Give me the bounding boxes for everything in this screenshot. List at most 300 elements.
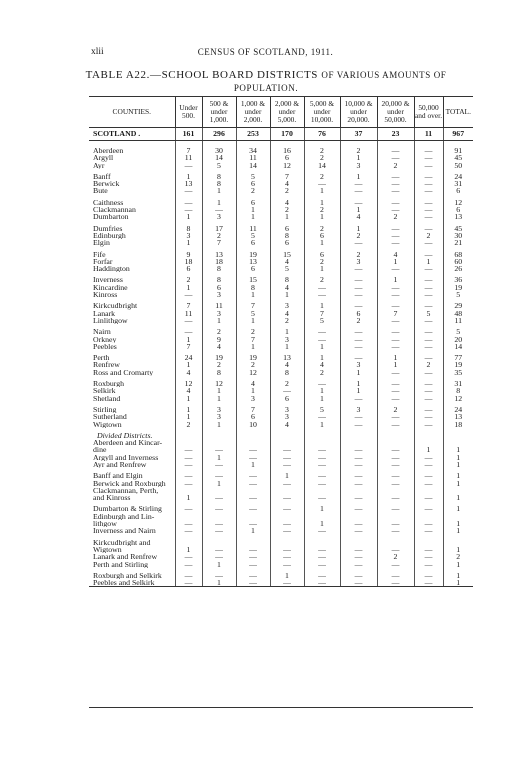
table-cell: — <box>340 395 377 402</box>
table-cell: 1 <box>175 413 202 420</box>
table-cell: — <box>414 284 443 291</box>
table-cell: 17 <box>202 225 236 232</box>
table-cell: 1 <box>377 276 414 283</box>
table-cell: — <box>270 520 304 527</box>
table-cell: — <box>414 505 443 512</box>
table-cell: 18 <box>175 258 202 265</box>
row-label: Aberdeen <box>93 147 124 155</box>
table-cell: 11 <box>236 225 270 232</box>
table-cell: 1 <box>270 291 304 298</box>
table-cell: 3 <box>340 162 377 169</box>
table-cell: 19 <box>202 354 236 361</box>
divided-district-row <box>89 461 473 468</box>
table-cell: — <box>414 406 443 413</box>
row-label: Kirkcudbright <box>93 302 138 310</box>
county-row <box>89 265 473 272</box>
table-cell: — <box>377 579 414 587</box>
table-cell: — <box>414 147 443 154</box>
row-label: Peebles and Selkirk <box>89 579 175 587</box>
table-cell: 1 <box>377 258 414 265</box>
table-cell: — <box>236 553 270 560</box>
table-cell: — <box>414 369 443 376</box>
table-cell: 13 <box>175 180 202 187</box>
table-cell: — <box>304 546 340 553</box>
table-cell: — <box>202 546 236 553</box>
table-cell: 2 <box>377 553 414 560</box>
table-cell: — <box>175 527 202 534</box>
table-cell <box>236 439 270 446</box>
table-cell: 11 <box>443 317 473 324</box>
table-cell: 8 <box>236 284 270 291</box>
table-cell: — <box>202 505 236 512</box>
table-cell: — <box>414 380 443 387</box>
table-cell: — <box>304 480 340 487</box>
table-cell: — <box>202 553 236 560</box>
county-row <box>89 147 473 154</box>
table-cell <box>414 539 443 546</box>
column-header: 10,000 & under 20,000. <box>340 96 377 128</box>
table-cell: — <box>304 336 340 343</box>
divided-district-row <box>89 572 473 579</box>
table-cell: — <box>236 454 270 461</box>
divided-district-row <box>89 505 473 512</box>
table-cell: 4 <box>270 258 304 265</box>
table-cell: — <box>270 553 304 560</box>
county-row <box>89 380 473 387</box>
table-cell: — <box>202 206 236 213</box>
table-cell: — <box>340 461 377 468</box>
table-cell: — <box>202 572 236 579</box>
table-cell: 8 <box>270 276 304 283</box>
row-label: Inverness <box>93 276 123 284</box>
row-label: Selkirk <box>93 387 116 395</box>
table-cell: 1 <box>236 291 270 298</box>
row-label: and Kinross <box>93 494 131 502</box>
table-cell: — <box>377 199 414 206</box>
table-cell: — <box>340 527 377 534</box>
table-cell: 2 <box>377 213 414 220</box>
table-cell: 4 <box>270 180 304 187</box>
table-cell: 1 <box>304 302 340 309</box>
table-cell <box>377 487 414 494</box>
table-body <box>89 128 473 587</box>
table-cell: — <box>175 572 202 579</box>
table-cell: — <box>202 520 236 527</box>
table-cell: 1 <box>175 494 202 501</box>
table-cell: 3 <box>202 291 236 298</box>
table-cell: 1 <box>340 225 377 232</box>
table-cell: 4 <box>175 387 202 394</box>
table-cell: 12 <box>443 395 473 402</box>
table-cell: — <box>377 572 414 579</box>
table-cell: 1 <box>236 527 270 534</box>
column-header: 2,000 & under 5,000. <box>270 96 304 128</box>
table-cell: — <box>270 461 304 468</box>
table-cell <box>270 439 304 446</box>
divided-districts-heading: Divided Districts. <box>97 431 153 440</box>
county-row <box>89 395 473 402</box>
table-cell: 1 <box>175 406 202 413</box>
row-label: Perth and Stirling <box>93 560 149 568</box>
county-row <box>89 361 473 368</box>
county-row <box>89 369 473 376</box>
county-row <box>89 162 473 169</box>
table-cell: 5 <box>443 291 473 298</box>
table-cell: — <box>236 494 270 501</box>
table-cell: — <box>175 206 202 213</box>
table-cell: — <box>304 494 340 501</box>
county-row <box>89 284 473 291</box>
table-cell: — <box>414 354 443 361</box>
table-cell: 5 <box>236 173 270 180</box>
table-cell: 2 <box>175 421 202 428</box>
table-cell: — <box>377 395 414 402</box>
table-cell: 1 <box>304 213 340 220</box>
table-cell: — <box>304 446 340 453</box>
table-cell: — <box>175 480 202 487</box>
row-label: Berwick <box>93 180 120 188</box>
table-cell: 77 <box>443 354 473 361</box>
table-cell: 1 <box>304 343 340 350</box>
table-cell: — <box>414 206 443 213</box>
table-cell: — <box>414 265 443 272</box>
spacer-cell <box>236 432 270 439</box>
table-cell: 1 <box>175 546 202 553</box>
divided-district-row <box>89 579 473 587</box>
table-cell: — <box>340 328 377 335</box>
table-cell: 37 <box>340 128 377 141</box>
county-row <box>89 180 473 187</box>
row-label: Berwick and Roxburgh <box>93 479 166 487</box>
table-cell: — <box>377 187 414 194</box>
table-cell: 2 <box>304 147 340 154</box>
table-cell: — <box>414 520 443 527</box>
table-cell: 3 <box>270 413 304 420</box>
table-cell <box>202 539 236 546</box>
table-cell: 1 <box>443 520 473 527</box>
spacer-cell <box>304 432 340 439</box>
table-cell: 7 <box>175 302 202 309</box>
table-cell: — <box>377 302 414 309</box>
table-cell: — <box>414 413 443 420</box>
table-cell: 12 <box>236 369 270 376</box>
county-row <box>89 291 473 298</box>
table-cell: 6 <box>236 265 270 272</box>
table-cell: — <box>377 505 414 512</box>
table-cell: 9 <box>175 251 202 258</box>
table-cell: 6 <box>443 206 473 213</box>
row-label: Fife <box>93 250 106 258</box>
table-cell: 1 <box>443 480 473 487</box>
divided-district-row <box>89 487 473 494</box>
table-cell: 1 <box>270 472 304 479</box>
county-row <box>89 154 473 161</box>
row-label: Kirkcudbright and <box>93 538 151 546</box>
table-cell: 8 <box>202 369 236 376</box>
table-cell: 1 <box>270 213 304 220</box>
table-cell: — <box>414 291 443 298</box>
table-cell: — <box>377 387 414 394</box>
table-cell: 6 <box>270 395 304 402</box>
divided-district-row <box>89 454 473 461</box>
table-cell: 1 <box>304 265 340 272</box>
column-header: 5,000 & under 10,000. <box>304 96 340 128</box>
table-cell: 1 <box>236 343 270 350</box>
row-label: Argyll <box>93 154 114 162</box>
divided-district-row <box>89 520 473 527</box>
row-label: Caithness <box>93 198 124 207</box>
table-cell: 2 <box>270 380 304 387</box>
table-cell: 14 <box>236 162 270 169</box>
table-cell: — <box>340 413 377 420</box>
row-label: Bute <box>93 187 108 195</box>
row-label: Banff and Elgin <box>93 472 143 480</box>
table-cell <box>340 487 377 494</box>
county-row <box>89 239 473 246</box>
table-cell: 2 <box>202 232 236 239</box>
table-cell: 1 <box>175 395 202 402</box>
table-cell: — <box>236 520 270 527</box>
table-cell: — <box>414 343 443 350</box>
table-cell: 11 <box>236 154 270 161</box>
table-cell: — <box>377 454 414 461</box>
table-cell: 2 <box>270 206 304 213</box>
table-cell: — <box>414 213 443 220</box>
table-cell: 5 <box>270 265 304 272</box>
table-cell: 14 <box>202 154 236 161</box>
table-cell: 1 <box>270 572 304 579</box>
row-label: Nairn <box>93 328 111 336</box>
table-cell <box>414 439 443 446</box>
table-cell: — <box>304 561 340 568</box>
table-cell <box>270 487 304 494</box>
table-cell: 11 <box>202 302 236 309</box>
table-cell: — <box>377 206 414 213</box>
table-cell: 1 <box>236 461 270 468</box>
table-cell: 31 <box>443 380 473 387</box>
table-cell: — <box>377 291 414 298</box>
table-cell: 5 <box>236 232 270 239</box>
table-cell: — <box>414 173 443 180</box>
table-cell: 8 <box>270 369 304 376</box>
row-label: Dumfries <box>93 224 123 232</box>
table-cell: — <box>304 461 340 468</box>
county-row <box>89 421 473 428</box>
table-cell <box>202 487 236 494</box>
table-cell: 1 <box>304 520 340 527</box>
table-cell: 5 <box>304 317 340 324</box>
table-cell: 19 <box>236 354 270 361</box>
table-cell: 24 <box>443 173 473 180</box>
table-cell: — <box>304 579 340 587</box>
table-cell: 3 <box>175 232 202 239</box>
table-cell: — <box>377 180 414 187</box>
column-header: COUNTIES. <box>89 96 175 128</box>
table-cell: 4 <box>202 343 236 350</box>
table-cell: — <box>304 527 340 534</box>
county-row <box>89 199 473 206</box>
table-cell: — <box>377 343 414 350</box>
table-cell: 1 <box>304 187 340 194</box>
table-cell: 2 <box>236 328 270 335</box>
table-cell: 1 <box>443 561 473 568</box>
table-cell <box>304 487 340 494</box>
county-row <box>89 406 473 413</box>
table-cell: — <box>414 579 443 587</box>
table-cell: 2 <box>304 258 340 265</box>
table-cell: 19 <box>443 284 473 291</box>
table-cell: — <box>340 454 377 461</box>
table-cell: 296 <box>202 128 236 141</box>
table-cell: 1 <box>340 173 377 180</box>
table-cell: — <box>340 239 377 246</box>
county-row <box>89 206 473 213</box>
table-cell: — <box>270 446 304 453</box>
table-cell: — <box>414 302 443 309</box>
table-cell: 6 <box>270 225 304 232</box>
table-cell: 20 <box>443 336 473 343</box>
table-cell: — <box>236 446 270 453</box>
table-cell: — <box>377 446 414 453</box>
column-header: Under 500. <box>175 96 202 128</box>
table-cell: — <box>175 553 202 560</box>
table-cell: 60 <box>443 258 473 265</box>
table-cell: — <box>175 472 202 479</box>
table-title-line2: POPULATION. <box>233 83 299 93</box>
table-cell: 12 <box>270 162 304 169</box>
column-header: 500 & under 1,000. <box>202 96 236 128</box>
table-cell: 1 <box>443 454 473 461</box>
table-cell: — <box>340 421 377 428</box>
table-cell: 3 <box>270 336 304 343</box>
table-cell: 5 <box>304 406 340 413</box>
table-cell: 1 <box>202 480 236 487</box>
table-cell: 9 <box>202 336 236 343</box>
table-cell <box>175 513 202 520</box>
table-cell <box>414 513 443 520</box>
county-row <box>89 328 473 335</box>
row-label: Ayr <box>93 161 105 169</box>
table-cell: — <box>304 328 340 335</box>
table-cell: 1 <box>414 446 443 453</box>
table-cell: 6 <box>270 154 304 161</box>
table-cell: 30 <box>202 147 236 154</box>
table-cell: — <box>414 572 443 579</box>
table-cell: 2 <box>304 206 340 213</box>
table-cell: — <box>414 395 443 402</box>
table-cell: 15 <box>236 276 270 283</box>
table-cell: — <box>377 317 414 324</box>
table-cell: — <box>304 284 340 291</box>
table-cell: 6 <box>340 310 377 317</box>
table-cell: — <box>377 413 414 420</box>
table-cell: 1 <box>443 494 473 501</box>
table-cell: 6 <box>175 265 202 272</box>
table-cell: — <box>414 527 443 534</box>
row-label: Argyll and Inverness <box>93 453 159 461</box>
county-row <box>89 302 473 309</box>
table-cell: — <box>175 579 202 587</box>
table-cell: 1 <box>340 206 377 213</box>
table-cell: — <box>377 561 414 568</box>
table-cell: — <box>175 454 202 461</box>
table-cell: 13 <box>443 213 473 220</box>
table-cell <box>175 439 202 446</box>
table-cell: 1 <box>202 454 236 461</box>
table-cell: — <box>175 505 202 512</box>
table-cell: 7 <box>175 343 202 350</box>
table-cell: — <box>414 162 443 169</box>
table-cell: — <box>340 276 377 283</box>
table-cell: — <box>377 472 414 479</box>
table-cell: 12 <box>175 380 202 387</box>
table-cell: 1 <box>270 343 304 350</box>
row-label: Perth <box>93 354 110 362</box>
table-cell: 24 <box>443 406 473 413</box>
table-cell: 19 <box>443 361 473 368</box>
table-cell: — <box>377 421 414 428</box>
table-cell: — <box>202 446 236 453</box>
row-label: Dumbarton & Stirling <box>93 505 162 513</box>
table-cell: 2 <box>304 154 340 161</box>
table-cell: — <box>414 480 443 487</box>
table-cell: 1 <box>202 421 236 428</box>
table-cell: 4 <box>270 361 304 368</box>
table-cell: 1 <box>443 505 473 512</box>
table-cell: — <box>236 472 270 479</box>
row-label: Banff <box>93 172 111 181</box>
table-cell: 13 <box>202 251 236 258</box>
row-label: Peebles <box>93 342 117 351</box>
table-cell: — <box>270 454 304 461</box>
county-row <box>89 343 473 350</box>
row-label: Clackmannan <box>93 206 136 214</box>
table-cell: — <box>270 505 304 512</box>
table-cell: 1 <box>202 317 236 324</box>
table-cell: 8 <box>202 276 236 283</box>
table-cell: 1 <box>443 461 473 468</box>
table-cell: — <box>270 480 304 487</box>
county-row <box>89 225 473 232</box>
table-cell: — <box>414 180 443 187</box>
table-cell: 2 <box>270 187 304 194</box>
table-cell: 5 <box>414 310 443 317</box>
table-cell: — <box>377 494 414 501</box>
row-label: Wigtown <box>93 420 122 428</box>
table-cell <box>236 539 270 546</box>
table-cell: — <box>340 480 377 487</box>
table-cell: 6 <box>443 187 473 194</box>
county-row <box>89 276 473 283</box>
table-cell: 2 <box>304 276 340 283</box>
divided-district-row <box>89 494 473 501</box>
table-cell: 6 <box>236 199 270 206</box>
county-row <box>89 387 473 394</box>
table-cell: 1 <box>202 187 236 194</box>
table-cell: — <box>377 147 414 154</box>
table-cell: — <box>377 284 414 291</box>
row-label: Wigtown <box>93 545 122 554</box>
county-row <box>89 258 473 265</box>
table-cell: — <box>377 480 414 487</box>
county-row <box>89 251 473 258</box>
table-cell: — <box>377 225 414 232</box>
table-cell <box>340 539 377 546</box>
table-cell: — <box>175 520 202 527</box>
table-cell: — <box>414 225 443 232</box>
table-cell: — <box>304 553 340 560</box>
table-cell: — <box>377 232 414 239</box>
